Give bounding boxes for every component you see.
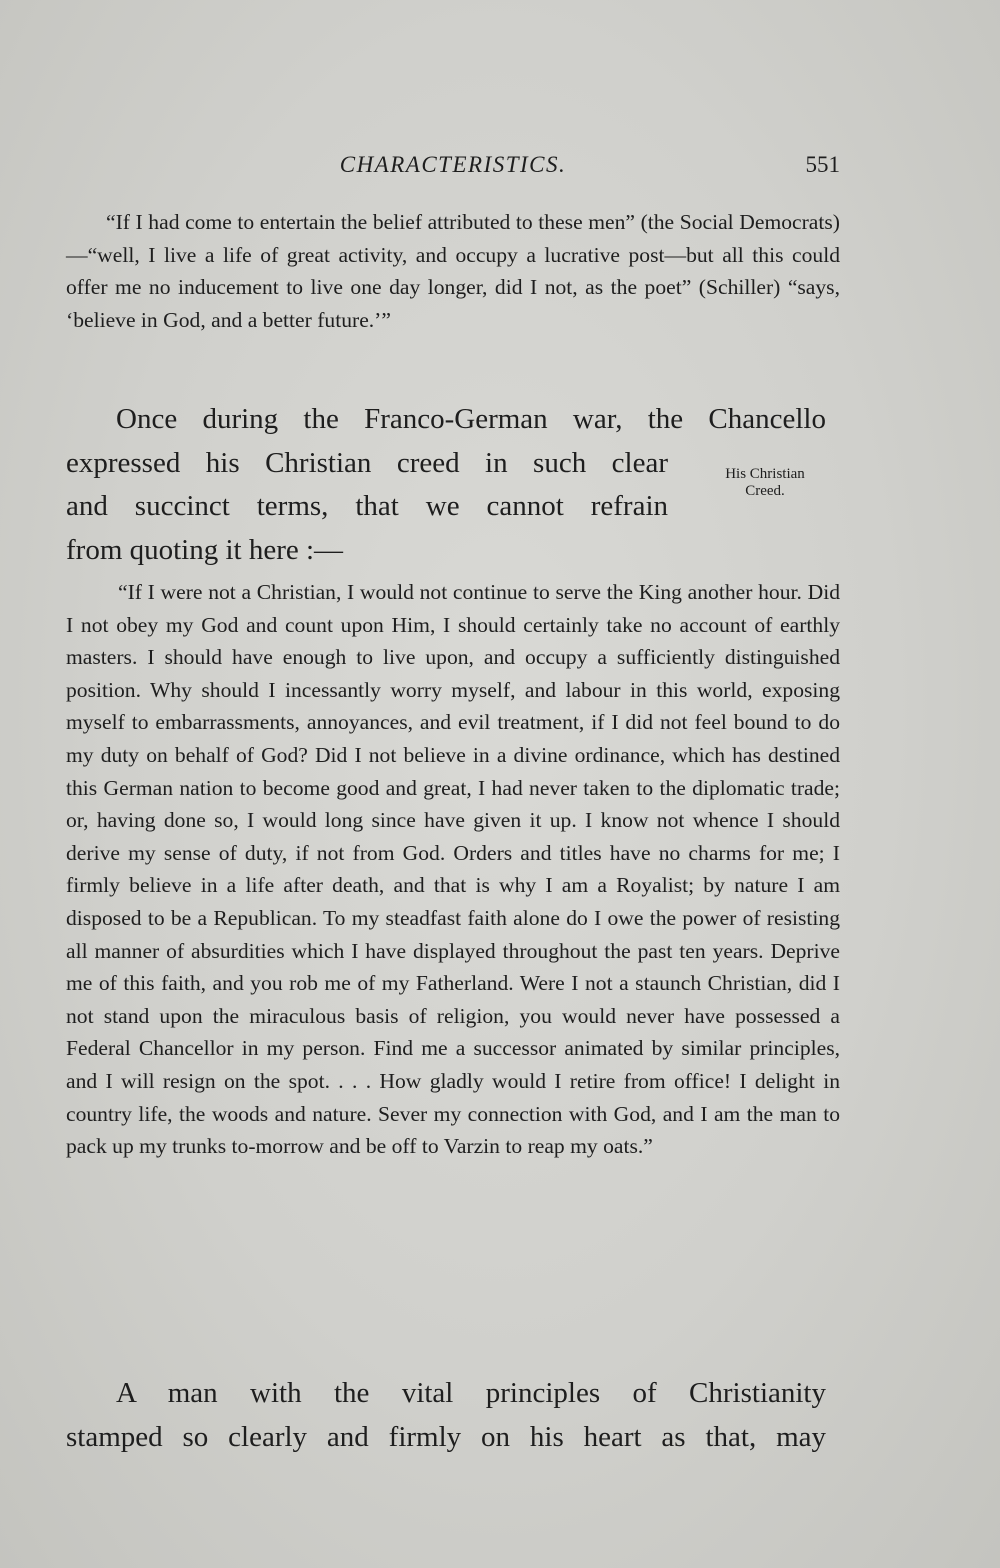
running-header <box>66 152 840 188</box>
paragraph-line: and succinct terms, that we cannot refrain <box>66 490 668 522</box>
page-number: 551 <box>805 152 840 177</box>
margin-note <box>700 466 830 500</box>
paragraph-line: expressed his Christian creed in such clear <box>66 446 668 479</box>
paragraph-line: Once during the Franco-German war, the Chancello <box>116 403 826 435</box>
closing-paragraph <box>66 1372 826 1459</box>
paragraph-line: from quoting it here :— <box>66 533 344 566</box>
paragraph-line: A man with the vital principles of Christianity <box>116 1377 826 1409</box>
margin-note-line: His Christian <box>725 466 805 482</box>
paragraph-line: stamped so clearly and firmly on his heart as that, may <box>66 1420 826 1453</box>
chancellor-creed-quote: “If I were not a Christian, I would not continue to serve the King another hour. Did I not obey my God and count upon Him, I should certainly take no account of earthly masters. I should have enough to live upon, and occupy a sufficiently distinguished position. Why should I incessantly worry myself, and labour in this world, exposing myself to embarrassments, annoyances, and evil treatment, if I did not feel bound to do my duty on behalf of God? Did I not believe in a divine ordinance, which has destined this German nation to become good and great, I had never taken to the diplomatic trade; or, having done so, I would long since have given it up. I know not whence I should derive my sense of duty, if not from God. Orders and titles have no charms for me; I firmly believe in a life after death, and that is why I am a Royalist; by nature I am disposed to be a Republican. To my steadfast faith alone do I owe the power of resisting all manner of absurdities which I have displayed throughout the past ten years. Deprive me of this faith, and you rob me of my Fatherland. Were I not a staunch Christian, did I not stand upon the miraculous basis of religion, you would never have possessed a Federal Chancellor in my person. Find me a successor animated by similar principles, and I will resign on the spot. . . . How gladly would I retire from office! I delight in country life, the woods and nature. Sever my connection with God, and I am the man to pack up my trunks to-morrow and be off to Varzin to reap my oats.” <box>66 580 840 1159</box>
running-title: CHARACTERISTICS. <box>339 152 567 177</box>
margin-note-line: Creed. <box>745 483 785 499</box>
schiller-quote: “If I had come to entertain the belief attributed to these men” (the Social Democrats)—“well, I live a life of great activity, and occupy a lucrative post—but all this could offer me no inducement to live one day longer, did I not, as the poet” (Schiller) “says, ‘believe in God, and a better future.’” <box>66 210 840 332</box>
